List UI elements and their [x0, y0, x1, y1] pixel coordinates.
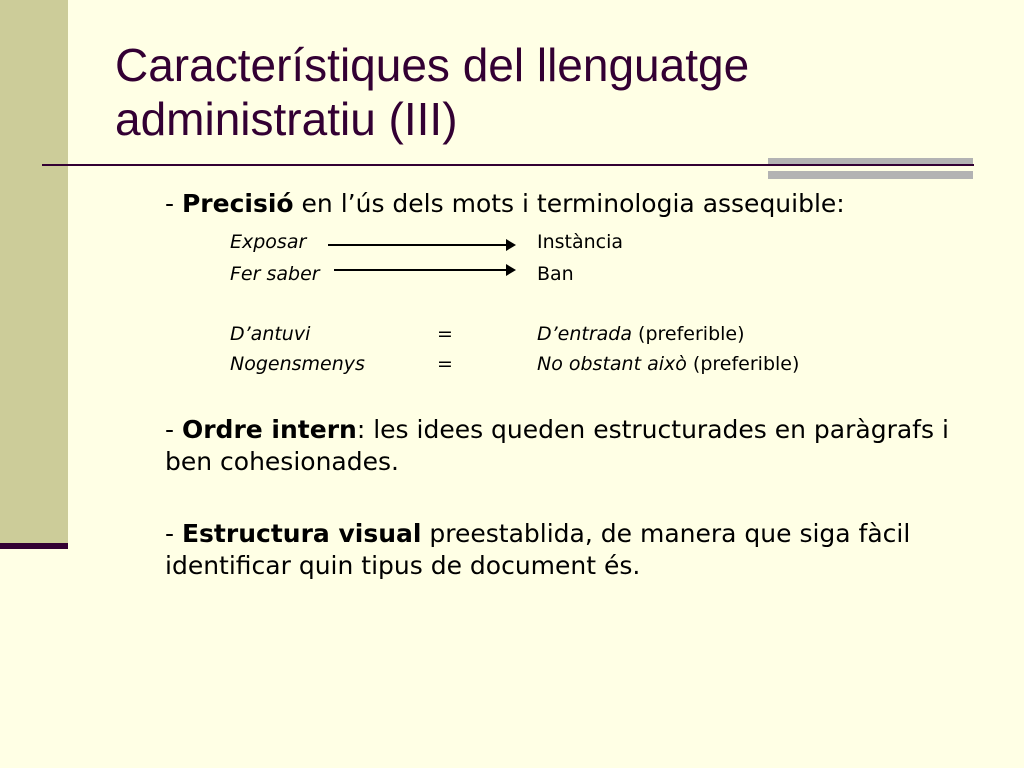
slide-title	[115, 38, 915, 146]
side-decor-line	[0, 543, 68, 549]
title-rule-accent-bottom	[768, 171, 973, 179]
ordre-line-1: - Ordre intern: les idees queden estructurades en paràgrafs i	[165, 415, 949, 444]
precisio-paragraph	[165, 188, 965, 220]
example-right-1: Instància	[537, 231, 624, 253]
side-decor-bar	[0, 0, 68, 548]
equal-left-2: Nogensmenys	[230, 353, 365, 375]
example-right-2: Ban	[537, 263, 574, 285]
ordre-paragraph	[165, 414, 965, 478]
equal-sign-2: =	[437, 353, 453, 375]
equal-left-1: D’antuvi	[230, 323, 311, 345]
estructura-line-2: identificar quin tipus de document és.	[165, 551, 641, 580]
equal-right-2: No obstant això (preferible)	[537, 353, 800, 375]
estructura-paragraph	[165, 518, 965, 582]
precisio-dash: -	[165, 189, 182, 218]
title-line-1: Característiques del llenguatge	[115, 39, 750, 91]
ordre-line-2: ben cohesionades.	[165, 447, 399, 476]
estructura-line-1: - Estructura visual preestablida, de manera que siga fàcil	[165, 519, 911, 548]
arrow-2	[334, 269, 514, 271]
precisio-rest: en l’ús dels mots i terminologia assequible:	[293, 189, 845, 218]
precisio-bold: Precisió	[181, 189, 294, 218]
example-left-2: Fer saber	[230, 263, 320, 285]
arrow-1	[328, 244, 514, 246]
title-line-2: administratiu (III)	[115, 93, 458, 145]
equal-right-1: D’entrada (preferible)	[537, 323, 745, 345]
example-left-1: Exposar	[230, 231, 307, 253]
title-rule	[42, 164, 974, 166]
equal-sign-1: =	[437, 323, 453, 345]
